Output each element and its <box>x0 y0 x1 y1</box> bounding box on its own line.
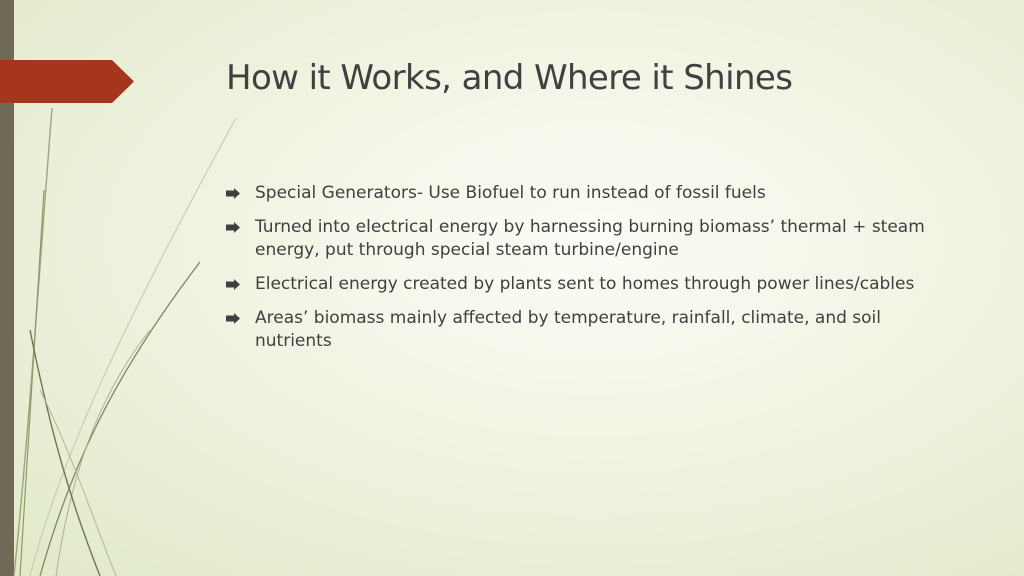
bullet-text: Areas’ biomass mainly affected by temperature, rainfall, climate, and soil nutrients <box>255 308 881 351</box>
bullet-list <box>226 182 956 364</box>
slide-title: How it Works, and Where it Shines <box>226 58 793 98</box>
bullet-text: Special Generators- Use Biofuel to run instead of fossil fuels <box>255 183 766 203</box>
arrow-right-icon <box>226 279 240 290</box>
arrow-right-icon <box>226 188 240 199</box>
bullet-item-4 <box>226 307 956 353</box>
bullet-text: Turned into electrical energy by harnessing burning biomass’ thermal + steam energy, put through special steam turbine/engine <box>255 217 925 260</box>
title-accent-tab <box>0 60 134 103</box>
arrow-right-icon <box>226 222 240 233</box>
bullet-text: Electrical energy created by plants sent to homes through power lines/cables <box>255 274 915 294</box>
arrow-right-icon <box>226 313 240 324</box>
bullet-item-1 <box>226 182 956 205</box>
bullet-item-3 <box>226 273 956 296</box>
bullet-item-2 <box>226 216 956 262</box>
